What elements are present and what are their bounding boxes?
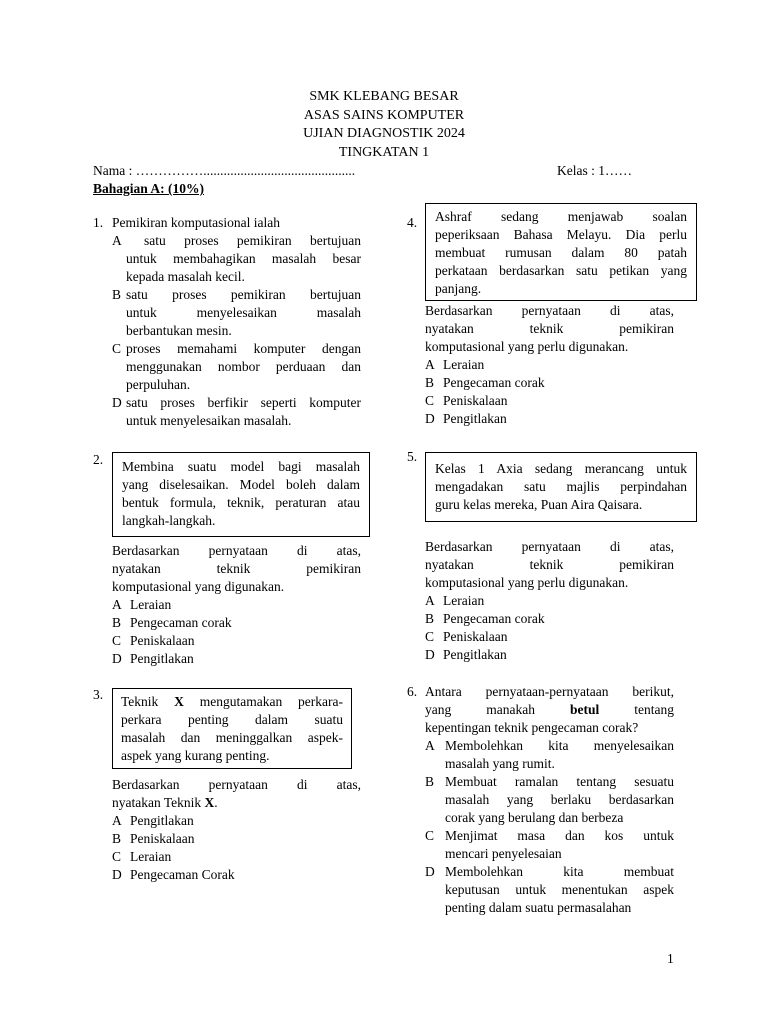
- q1-option-c: C proses memahami komputer dengan menggunakan nombor perduaan dan perpuluhan.: [112, 341, 361, 392]
- q3-option-a: A Pengitlakan: [112, 813, 194, 828]
- q6-option-c: C Menjimat masa dan kos untuk mencari penyelesaian: [425, 828, 674, 861]
- q4-option-c: C Peniskalaan: [425, 393, 508, 408]
- q6-number: 6.: [407, 684, 418, 699]
- level-name: TINGKATAN 1: [338, 144, 430, 160]
- q2-statement-box: Membina suatu model bagi masalah yang diselesaikan. Model boleh dalam bentuk formula, teknik, peraturan atau langkah-langkah.: [112, 452, 370, 537]
- q5-option-b: B Pengecaman corak: [425, 611, 545, 626]
- q3-number: 3.: [93, 687, 104, 702]
- page-number: 1: [667, 951, 674, 966]
- subject-name: ASAS SAINS KOMPUTER: [303, 107, 465, 123]
- q5-statement-box: Kelas 1 Axia sedang merancang untuk mengadakan satu majlis perpindahan guru kelas mereka, Puan Aira Qaisara.: [425, 452, 697, 522]
- q4-option-a: A Leraian: [425, 357, 485, 372]
- q4-option-b: B Pengecaman corak: [425, 375, 545, 390]
- exam-header: [0, 88, 768, 162]
- student-class-field: Kelas : 1……: [557, 163, 632, 178]
- q2-options: [112, 596, 360, 668]
- q3-option-b: B Peniskalaan: [112, 831, 195, 846]
- q5-option-d: D Pengitlakan: [425, 647, 507, 662]
- q5-number: 5.: [407, 449, 418, 464]
- q3-statement-box: Teknik X mengutamakan perkara- perkara penting dalam suatu masalah dan meninggalkan aspek- aspek yang kurang penting.: [112, 688, 352, 769]
- q6-option-b: B Membuat ramalan tentang sesuatu masalah yang berlaku berdasarkan corak yang berulang dan berbeza: [425, 774, 674, 825]
- q2-option-d: D Pengitlakan: [112, 651, 194, 666]
- q2-question: Berdasarkan pernyataan di atas, nyatakan teknik pemikiran komputasional yang digunakan.: [112, 543, 361, 594]
- q1-option-a: A satu proses pemikiran bertujuan untuk membahagikan masalah besar kepada masalah kecil.: [112, 233, 361, 284]
- q4-options: [425, 356, 673, 428]
- q4-statement-box: Ashraf sedang menjawab soalan peperiksaan Bahasa Melayu. Dia perlu membuat rumusan dalam 80 patah perkataan berdasarkan satu petikan yang panjang.: [425, 203, 697, 301]
- q5-options: [425, 592, 673, 664]
- q2-option-c: C Peniskalaan: [112, 633, 195, 648]
- q2-option-a: A Leraian: [112, 597, 172, 612]
- q2-option-b: B Pengecaman corak: [112, 615, 232, 630]
- q4-question: Berdasarkan pernyataan di atas, nyatakan teknik pemikiran komputasional yang perlu digunakan.: [425, 303, 674, 354]
- q6-option-d: D Membolehkan kita membuat keputusan untuk menentukan aspek penting dalam suatu permasalahan: [425, 864, 674, 915]
- exam-name: UJIAN DIAGNOSTIK 2024: [303, 126, 465, 141]
- q6-option-a: A Membolehkan kita menyelesaikan masalah yang rumit.: [425, 738, 674, 771]
- q4-number: 4.: [407, 215, 418, 230]
- q5-option-c: C Peniskalaan: [425, 629, 508, 644]
- q5-option-a: A Leraian: [425, 593, 485, 608]
- q3-options: [112, 812, 360, 884]
- q4-option-d: D Pengitlakan: [425, 411, 507, 426]
- q5-question: Berdasarkan pernyataan di atas, nyatakan teknik pemikiran komputasional yang perlu digunakan.: [425, 539, 674, 590]
- q1-option-b: B satu proses pemikiran bertujuan untuk menyelesaikan masalah berbantukan mesin.: [112, 287, 361, 338]
- section-title: Bahagian A: (10%): [93, 181, 205, 196]
- q1-number: 1.: [93, 215, 104, 230]
- q3-option-c: C Leraian: [112, 849, 172, 864]
- q1-stem: Pemikiran komputasional ialah: [112, 215, 280, 230]
- q3-question: Berdasarkan pernyataan di atas, nyatakan Teknik X.: [112, 777, 361, 810]
- q1-option-d: D satu proses berfikir seperti komputer untuk menyelesaikan masalah.: [112, 395, 361, 428]
- q6-question: Antara pernyataan-pernyataan berikut, yang manakah betul tentang kepentingan teknik pengecaman corak?: [425, 684, 674, 735]
- student-name-field: Nama : …………….............................................: [93, 163, 356, 178]
- school-name: SMK KLEBANG BESAR: [309, 89, 459, 104]
- q2-number: 2.: [93, 452, 104, 467]
- q3-option-d: D Pengecaman Corak: [112, 867, 235, 882]
